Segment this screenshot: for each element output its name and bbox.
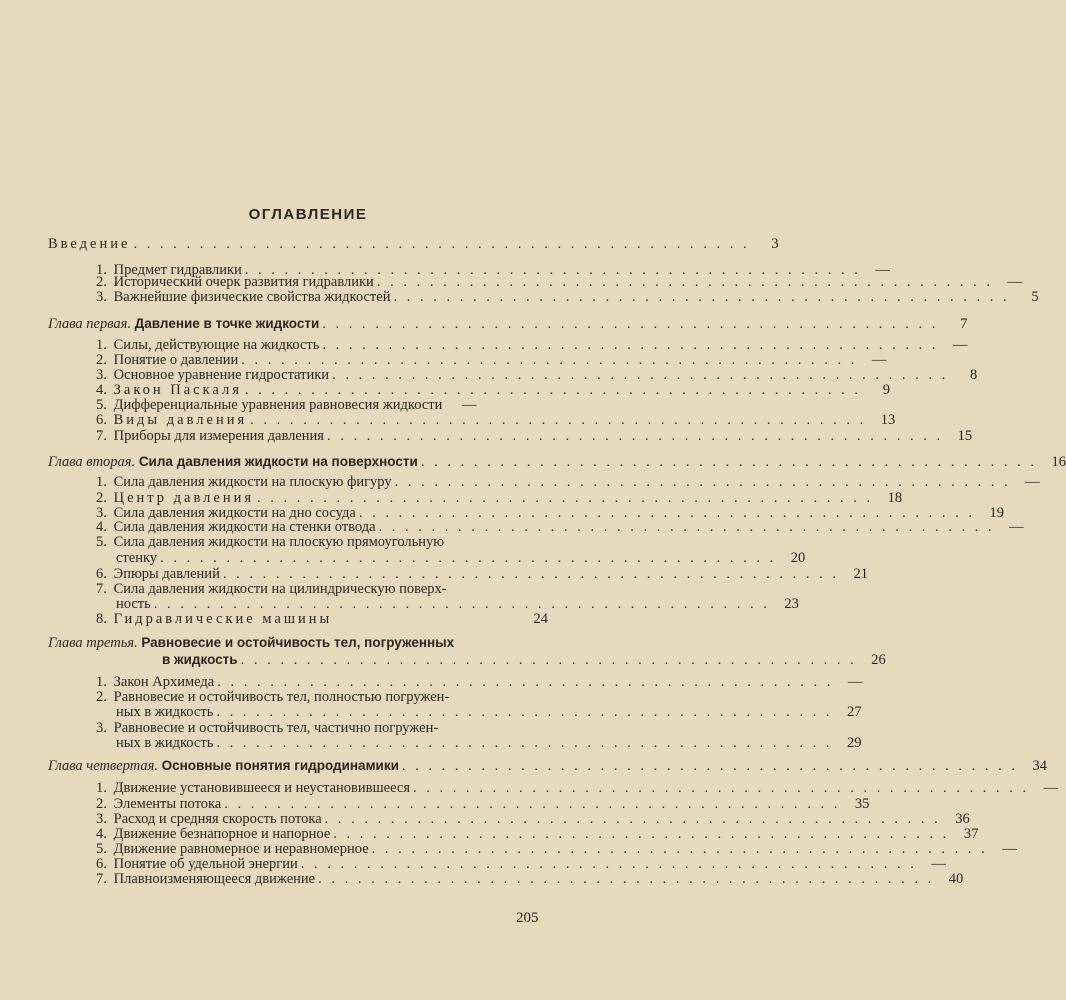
toc-item: 6. Виды давления . . . . . . . . . . . . . . . . . . . . . . . . . . . . . . . . . . . . . . . . . . . . . . . 13 (96, 412, 896, 428)
toc-item: 3. Важнейшие физические свойства жидкостей . . . . . . . . . . . . . . . . . . . . . . . . . . . . . . . . . . . . . . . . . . . . . . . 5 (96, 289, 1039, 305)
toc-intro (48, 236, 779, 253)
toc-item: 4. Сила давления жидкости на стенки отвода . . . . . . . . . . . . . . . . . . . . . . . . . . . . . . . . . . . . . . . . . . . . . . . — (96, 519, 1024, 535)
leader-dots: . . . . . . . . . . . . . . . . . . . . . . . . . . . . . . . . . . . . . . . . . . . . . . . (133, 236, 750, 252)
toc-item: 3. Расход и средняя скорость потока . . . . . . . . . . . . . . . . . . . . . . . . . . . . . . . . . . . . . . . . . . . . . . . 36 (96, 811, 970, 827)
toc-item-cont: стенку . . . . . . . . . . . . . . . . . . . . . . . . . . . . . . . . . . . . . . . . . . . . . . . 20 (116, 550, 806, 566)
toc-item: 7. Плавноизменяющееся движение . . . . . . . . . . . . . . . . . . . . . . . . . . . . . . . . . . . . . . . . . . . . . . . 40 (96, 871, 964, 887)
toc-item: 4. Закон Паскаля . . . . . . . . . . . . . . . . . . . . . . . . . . . . . . . . . . . . . . . . . . . . . . . 9 (96, 382, 891, 398)
toc-item: 5. Сила давления жидкости на плоскую прямоугольную (96, 534, 445, 550)
toc-item: 2. Исторический очерк развития гидравлики . . . . . . . . . . . . . . . . . . . . . . . . . . . . . . . . . . . . . . . . . . . . . . . — (96, 274, 1022, 290)
toc-item-cont: ных в жидкость . . . . . . . . . . . . . . . . . . . . . . . . . . . . . . . . . . . . . . . . . . . . . . . 29 (116, 735, 862, 751)
toc-chapter-3-cont: в жидкость . . . . . . . . . . . . . . . . . . . . . . . . . . . . . . . . . . . . . . . . . . . . . . . 26 (162, 652, 886, 668)
toc-chapter-1: Глава первая. Давление в точке жидкости . . . . . . . . . . . . . . . . . . . . . . . . . . . . . . . . . . . . . . . . . . . . . . . 7 (48, 316, 968, 332)
toc-item: 7. Приборы для измерения давления . . . . . . . . . . . . . . . . . . . . . . . . . . . . . . . . . . . . . . . . . . . . . . . 15 (96, 428, 973, 444)
toc-item-cont: ность . . . . . . . . . . . . . . . . . . . . . . . . . . . . . . . . . . . . . . . . . . . . . . . 23 (116, 596, 799, 612)
toc-item: 2. Равновесие и остойчивость тел, полностью погружен- (96, 689, 450, 705)
toc-item: 3. Сила давления жидкости на дно сосуда . . . . . . . . . . . . . . . . . . . . . . . . . . . . . . . . . . . . . . . . . . . . . . . 19 (96, 505, 1004, 521)
page-number: 205 (516, 910, 539, 926)
toc-item: 6. Эпюры давлений . . . . . . . . . . . . . . . . . . . . . . . . . . . . . . . . . . . . . . . . . . . . . . . 21 (96, 566, 868, 582)
page-title: ОГЛАВЛЕНИЕ (248, 206, 368, 223)
toc-chapter-2: Глава вторая. Сила давления жидкости на поверхности . . . . . . . . . . . . . . . . . . . . . . . . . . . . . . . . . . . . . . . . . . . . . . . 16 (48, 454, 1066, 470)
toc-item: 1. Закон Архимеда . . . . . . . . . . . . . . . . . . . . . . . . . . . . . . . . . . . . . . . . . . . . . . . — (96, 674, 863, 690)
toc-item: 4. Движение безнапорное и напорное . . . . . . . . . . . . . . . . . . . . . . . . . . . . . . . . . . . . . . . . . . . . . . . 37 (96, 826, 979, 842)
toc-item: 2. Понятие о давлении . . . . . . . . . . . . . . . . . . . . . . . . . . . . . . . . . . . . . . . . . . . . . . . — (96, 352, 887, 368)
toc-item: 1. Предмет гидравлики . . . . . . . . . . . . . . . . . . . . . . . . . . . . . . . . . . . . . . . . . . . . . . . — (96, 262, 890, 278)
toc-item: 8. Гидравлические машины 24 (96, 611, 548, 627)
toc-item-cont: ных в жидкость . . . . . . . . . . . . . . . . . . . . . . . . . . . . . . . . . . . . . . . . . . . . . . . 27 (116, 704, 862, 720)
toc-item: 3. Основное уравнение гидростатики . . . . . . . . . . . . . . . . . . . . . . . . . . . . . . . . . . . . . . . . . . . . . . . 8 (96, 367, 978, 383)
toc-item: 6. Понятие об удельной энергии . . . . . . . . . . . . . . . . . . . . . . . . . . . . . . . . . . . . . . . . . . . . . . . — (96, 856, 946, 872)
toc-chapter-3: Глава третья. Равновесие и остойчивость тел, погруженных (48, 635, 455, 651)
toc-item: 2. Центр давления . . . . . . . . . . . . . . . . . . . . . . . . . . . . . . . . . . . . . . . . . . . . . . . 18 (96, 490, 903, 506)
toc-item: 5. Движение равномерное и неравномерное . . . . . . . . . . . . . . . . . . . . . . . . . . . . . . . . . . . . . . . . . . . . . . . — (96, 841, 1017, 857)
toc-item: 3. Равновесие и остойчивость тел, частично погружен- (96, 720, 439, 736)
toc-item: 1. Движение установившееся и неустановившееся . . . . . . . . . . . . . . . . . . . . . . . . . . . . . . . . . . . . . . . . . . . . . . . — (96, 780, 1059, 796)
page-ref: 3 (771, 236, 779, 252)
toc-item: 1. Силы, действующие на жидкость . . . . . . . . . . . . . . . . . . . . . . . . . . . . . . . . . . . . . . . . . . . . . . . — (96, 337, 968, 353)
toc-item: 1. Сила давления жидкости на плоскую фигуру . . . . . . . . . . . . . . . . . . . . . . . . . . . . . . . . . . . . . . . . . . . . . . . — (96, 474, 1040, 490)
toc-item: 5. Дифференциальные уравнения равновесия жидкости — (96, 397, 477, 413)
toc-item: 7. Сила давления жидкости на цилиндрическую поверх- (96, 581, 447, 597)
toc-item: 2. Элементы потока . . . . . . . . . . . . . . . . . . . . . . . . . . . . . . . . . . . . . . . . . . . . . . . 35 (96, 796, 870, 812)
intro-label: Введение (48, 236, 131, 252)
toc-chapter-4: Глава четвертая. Основные понятия гидродинамики . . . . . . . . . . . . . . . . . . . . . . . . . . . . . . . . . . . . . . . . . . . . . . . 34 (48, 758, 1048, 774)
